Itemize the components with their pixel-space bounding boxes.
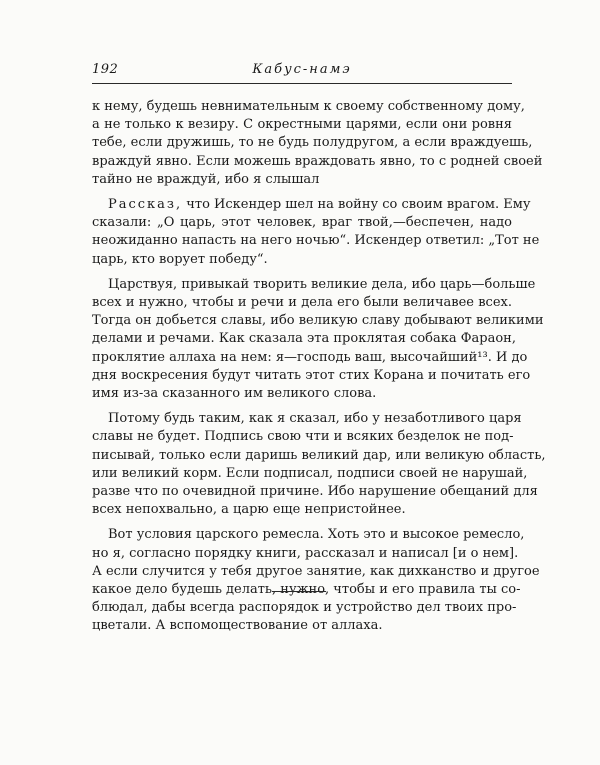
text-line: цветали. А вспомоществование от аллаха. bbox=[92, 618, 383, 634]
text-line: тебе, если дружишь, то не будь полудругом, а если враждуешь, bbox=[92, 135, 533, 151]
text-line: А если случится у тебя другое занятие, как дихканство и другое bbox=[92, 563, 540, 579]
end-rule bbox=[272, 591, 326, 592]
text-line: проклятие аллаха на нем: я—господь ваш, высочайший¹³. И до bbox=[92, 349, 528, 365]
text-line: царь, кто ворует победу“. bbox=[92, 251, 268, 267]
header-rule bbox=[92, 83, 512, 84]
text-line: Потому будь таким, как я сказал, ибо у незаботливого царя bbox=[108, 411, 522, 427]
text-line: всех непохвально, а царю еще непристойнее. bbox=[92, 502, 406, 518]
text-line: или великий корм. Если подписал, подписи своей не нарушай, bbox=[92, 465, 528, 481]
text-line: делами и речами. Как сказала эта проклятая собака Фараон, bbox=[92, 331, 516, 347]
text-line: Вот условия царского ремесла. Хоть это и высокое ремесло, bbox=[108, 527, 525, 543]
paragraph bbox=[92, 276, 544, 403]
page-body bbox=[92, 98, 546, 636]
paragraph bbox=[92, 410, 546, 519]
text-fragment: что Искендер шел на войну со своим врагом. Ему bbox=[182, 197, 531, 213]
text-line bbox=[92, 196, 531, 214]
text-line: разве что по очевидной причине. Ибо нарушение обещаний для bbox=[92, 484, 538, 500]
paragraph bbox=[92, 98, 543, 189]
text-line: сказали: „О царь, этот человек, враг твой,—беспечен, надо bbox=[92, 215, 512, 231]
running-title: Кабус-намэ bbox=[252, 62, 352, 77]
text-line: имя из-за сказанного им великого слова. bbox=[92, 386, 377, 402]
page-header bbox=[92, 62, 512, 80]
text-line: неожиданно напасть на него ночью“. Искендер ответил: „Тот не bbox=[92, 233, 540, 249]
text-line: враждуй явно. Если можешь враждовать явно, то с родней своей bbox=[92, 153, 543, 169]
paragraph bbox=[92, 526, 540, 635]
text-line: всех и нужно, чтобы и речи и дела его были величавее всех. bbox=[92, 295, 512, 311]
text-line: Царствуя, привыкай творить великие дела, ибо царь—больше bbox=[108, 276, 536, 292]
page-number: 192 bbox=[92, 62, 119, 77]
text-line: Тогда он добьется славы, ибо великую славу добывают великими bbox=[92, 313, 544, 329]
text-line: дня воскресения будут читать этот стих Корана и почитать его bbox=[92, 367, 531, 383]
text-line: какое дело будешь делать, нужно, чтобы и его правила ты со- bbox=[92, 582, 521, 598]
paragraph bbox=[92, 196, 540, 269]
text-line: к нему, будешь невнимательным к своему собственному дому, bbox=[92, 99, 525, 114]
story-lead: Рассказ, bbox=[108, 197, 183, 213]
text-line: но я, согласно порядку книги, рассказал и написал [и о нем]. bbox=[92, 545, 519, 561]
text-line: писывай, только если даришь великий дар, или великую область, bbox=[92, 447, 546, 463]
text-line: блюдал, дабы всегда распорядок и устройство дел твоих про- bbox=[92, 600, 517, 616]
text-line: тайно не враждуй, ибо я слышал bbox=[92, 171, 320, 187]
text-line: а не только к везиру. С окрестными царями, если они ровня bbox=[92, 117, 512, 133]
text-line: славы не будет. Подпись свою чти и всяких безделок не под- bbox=[92, 429, 514, 445]
